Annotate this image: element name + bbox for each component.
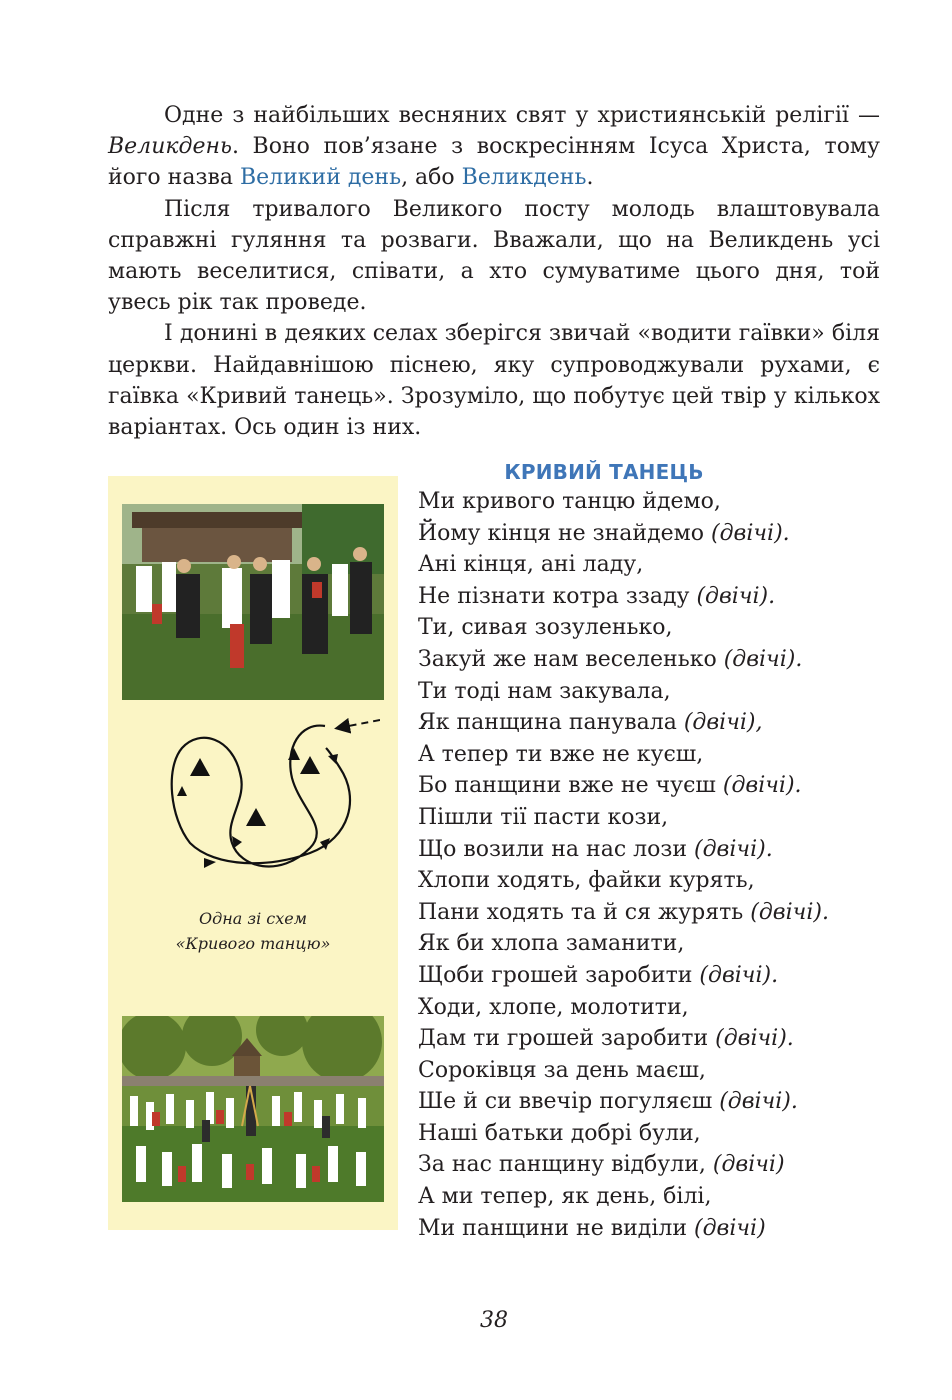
text-run: . [586, 165, 594, 191]
repeat-note: (двічі) [712, 1152, 785, 1178]
repeat-note: (двічі). [750, 899, 829, 925]
repeat-note: (двічі). [715, 1026, 794, 1052]
paragraph-3: І донині в деяких селах зберігся звичай «водити гаївки» біля церкви. Найдавнішою піснею, яку супроводжували рухами, є гаївка «Кривий танець». Зрозуміло, що побутує цей твір у кількох варіантах. Ось один із них. [108, 321, 880, 441]
repeat-note: (двічі). [694, 836, 773, 862]
poem-line [418, 834, 898, 866]
poem-line-text: А тепер ти вже не куєш, [418, 741, 704, 767]
photo-dance-circle [122, 504, 384, 700]
poem-line [418, 612, 898, 644]
poem-line [418, 581, 898, 613]
poem-line-text: Ходи, хлопе, молотити, [418, 994, 689, 1020]
path-helper [300, 774, 335, 858]
sidebar-panel [108, 476, 398, 1230]
repeat-note: (двічі). [722, 773, 802, 799]
poem-title: КРИВИЙ ТАНЕЦЬ [504, 460, 704, 484]
repeat-note: (двічі), [683, 710, 763, 736]
poem-line [418, 739, 898, 771]
poem-line-text: Ми кривого танцю йдемо, [418, 489, 721, 514]
paragraph-1 [108, 100, 880, 194]
poem-line-text: Щоби грошей заробити [418, 962, 700, 988]
page-number: 38 [480, 1308, 508, 1333]
paragraph-2: Після тривалого Великого посту молодь влаштовувала справжні гуляння та розваги. Вважали, що на Великдень усі мають веселитися, співати, а хто сумуватиме цього дня, той увесь рік так проведе. [108, 196, 880, 316]
repeat-note: (двічі). [710, 520, 790, 546]
keyword-velykden: Великдень [461, 165, 587, 191]
poem-line-text: За нас панщину відбули, [418, 1152, 713, 1178]
caption-line-2: «Кривого танцю» [175, 934, 331, 953]
repeat-note: (двічі). [719, 1089, 798, 1115]
poem-line-text: Ми панщини не виділи [418, 1215, 694, 1241]
poem-line [418, 865, 898, 897]
text-run: Одне з найбільших весняних свят у християнській релігії — [164, 103, 880, 128]
poem-line-text: Наші батьки добрі були, [418, 1120, 701, 1146]
poem-line [418, 960, 898, 992]
poem-line [418, 1181, 898, 1213]
poem-line [418, 802, 898, 834]
entry-arrow [338, 720, 380, 728]
poem-line-text: Бо панщини вже не чуєш [418, 773, 723, 799]
poem-line [418, 1055, 898, 1087]
poem-line-text: Закуй же нам веселенько [418, 646, 724, 672]
poem-line-text: Пани ходять та й ся журять [418, 899, 751, 925]
photo-crowd-dance [122, 1016, 384, 1202]
poem-line-text: А ми тепер, як день, білі, [418, 1184, 712, 1210]
intro-text [108, 100, 880, 443]
position-markers [190, 756, 320, 826]
text-run: , або [401, 165, 462, 191]
scheme-caption [108, 906, 398, 956]
text-run: . Воно пов’язане з воскресінням Ісуса Христа, тому його назва [108, 134, 880, 191]
poem-line-text: Ані кінця, ані ладу, [418, 552, 644, 578]
poem-line-text: Ти тоді нам закувала, [418, 678, 671, 704]
poem-line [418, 549, 898, 581]
poem-line [418, 1149, 898, 1181]
poem-line [418, 1023, 898, 1055]
repeat-note: (двічі) [694, 1215, 766, 1241]
poem-line [418, 992, 898, 1024]
caption-line-1: Одна зі схем [198, 909, 308, 928]
poem-line-text: Йому кінця не знайдемо [418, 520, 711, 546]
poem-text [418, 486, 898, 1244]
poem-line [418, 1118, 898, 1150]
poem-line-text: Як панщина панувала [418, 710, 684, 736]
poem-line-text: Ти, сивая зозуленько, [418, 615, 673, 641]
repeat-note: (двічі). [696, 583, 776, 609]
emphasis-velykden: Великдень [108, 134, 232, 160]
dance-scheme-diagram [160, 708, 380, 898]
poem-line [418, 1213, 898, 1245]
poem-line [418, 928, 898, 960]
poem-line-text: Хлопи ходять, файки курять, [418, 868, 755, 894]
repeat-note: (двічі). [699, 962, 779, 988]
poem-line [418, 486, 898, 518]
poem-line-text: Що возили на нас лози [418, 836, 695, 862]
repeat-note: (двічі). [723, 646, 803, 672]
poem-line [418, 518, 898, 550]
keyword-velykyi-den: Великий день [239, 165, 402, 191]
poem-line-text: Ше й си ввечір погуляєш [418, 1089, 720, 1115]
poem-line [418, 770, 898, 802]
poem-line [418, 676, 898, 708]
poem-line [418, 707, 898, 739]
poem-line [418, 644, 898, 676]
poem-line [418, 1086, 898, 1118]
poem-line-text: Сороківця за день маєш, [418, 1057, 706, 1083]
poem-line [418, 897, 898, 929]
poem-line-text: Пішли тії пасти кози, [418, 804, 669, 830]
poem-line-text: Як би хлопа заманити, [418, 931, 685, 957]
poem-line-text: Дам ти грошей заробити [418, 1026, 716, 1052]
poem-line-text: Не пізнати котра ззаду [418, 583, 697, 609]
